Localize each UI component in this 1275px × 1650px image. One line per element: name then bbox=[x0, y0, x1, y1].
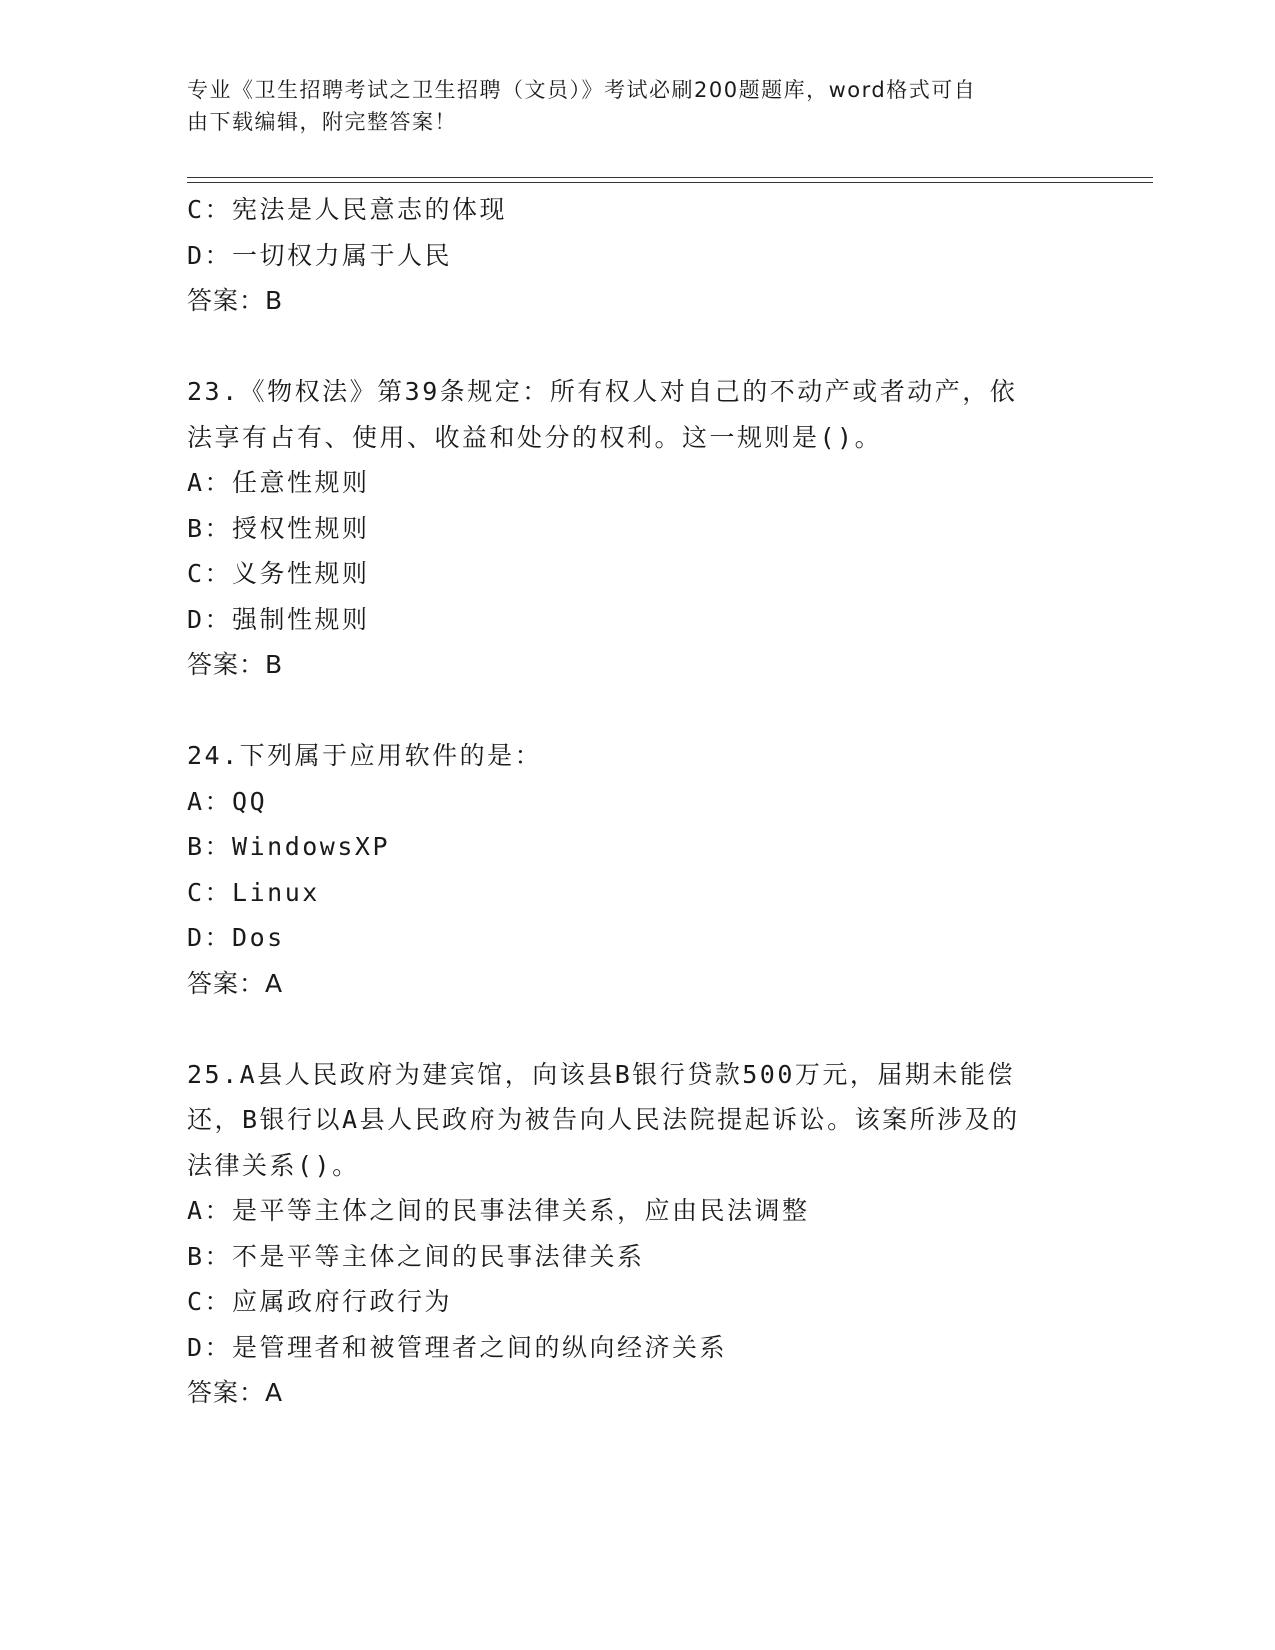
question-24 bbox=[187, 733, 1087, 1006]
option-c: C：宪法是人民意志的体现 bbox=[187, 195, 508, 224]
option-a: A：任意性规则 bbox=[187, 468, 370, 497]
spacer bbox=[187, 1006, 1087, 1052]
answer-line: 答案：B bbox=[187, 286, 284, 315]
question-stem: 24.下列属于应用软件的是： bbox=[187, 741, 543, 770]
option-a: A：是平等主体之间的民事法律关系，应由民法调整 bbox=[187, 1196, 810, 1225]
option-a: A：QQ bbox=[187, 786, 268, 816]
option-c: C：义务性规则 bbox=[187, 559, 370, 588]
option-d: D：一切权力属于人民 bbox=[187, 240, 453, 270]
option-b: B：授权性规则 bbox=[187, 513, 370, 543]
spacer bbox=[187, 688, 1087, 734]
option-d: D：强制性规则 bbox=[187, 604, 370, 634]
option-b: B：WindowsXP bbox=[187, 832, 391, 861]
option-d: D：是管理者和被管理者之间的纵向经济关系 bbox=[187, 1332, 728, 1362]
option-d: D：Dos bbox=[187, 923, 285, 952]
option-c: C：应属政府行政行为 bbox=[187, 1287, 453, 1316]
question-list bbox=[187, 187, 1087, 1416]
option-b: B：不是平等主体之间的民事法律关系 bbox=[187, 1241, 645, 1271]
answer-line: 答案：B bbox=[187, 650, 284, 679]
spacer bbox=[187, 324, 1087, 370]
question-23 bbox=[187, 369, 1087, 688]
question-stem-line-1: 25.A县人民政府为建宾馆，向该县B银行贷款500万元，届期未能偿 bbox=[187, 1059, 1015, 1089]
question-stem-line-2: 还，B银行以A县人民政府为被告向人民法院提起诉讼。该案所涉及的 bbox=[187, 1105, 1020, 1134]
question-stem-line-1: 23.《物权法》第39条规定：所有权人对自己的不动产或者动产，依 bbox=[187, 377, 1018, 406]
answer-line: 答案：A bbox=[187, 1378, 284, 1407]
question-22 bbox=[187, 187, 1087, 324]
header-line-2: 由下载编辑，附完整答案！ bbox=[187, 110, 457, 134]
answer-line: 答案：A bbox=[187, 968, 284, 998]
question-stem-line-3: 法律关系()。 bbox=[187, 1150, 360, 1180]
header-line-1: 专业《卫生招聘考试之卫生招聘（文员）》考试必刷200题题库，word格式可自 bbox=[187, 78, 977, 102]
option-c: C：Linux bbox=[187, 877, 320, 907]
document-header bbox=[187, 74, 1067, 138]
question-25 bbox=[187, 1052, 1087, 1416]
question-stem-line-2: 法享有占有、使用、收益和处分的权利。这一规则是()。 bbox=[187, 422, 883, 452]
header-divider-thin bbox=[187, 182, 1153, 183]
header-divider-thick bbox=[187, 177, 1153, 178]
